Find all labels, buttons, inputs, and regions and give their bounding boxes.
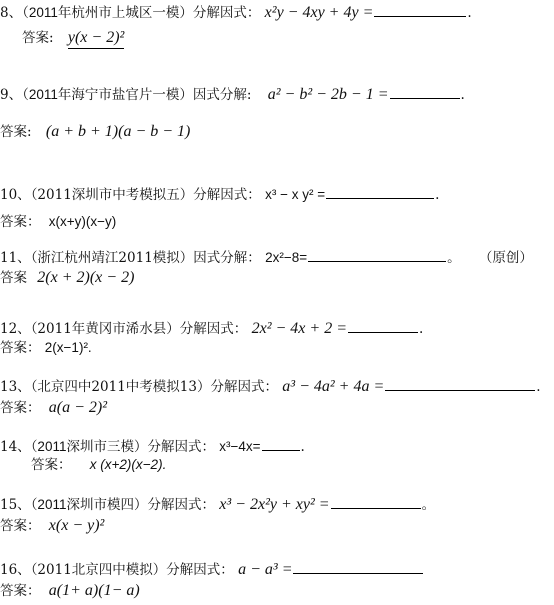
answer-label: 答案: — [0, 124, 32, 140]
answer-label: 答案： — [0, 583, 41, 599]
problem-expression: a³ − 4a² + 4a = — [282, 378, 385, 395]
answer-13 — [0, 398, 107, 418]
problem-source: （2011年黄冈市浠水县） — [30, 321, 180, 337]
answer-15 — [0, 516, 104, 536]
answer-11 — [0, 268, 134, 288]
problem-source: （2011深圳市三模） — [30, 439, 148, 454]
problem-number: 8、 — [0, 5, 23, 21]
problem-source: （2011深圳市中考模拟五） — [30, 187, 194, 203]
answer-label: 答案： — [0, 340, 41, 356]
problem-tail: . — [536, 379, 541, 395]
answer-label: 答案： — [0, 400, 41, 416]
problem-prompt: 分解因式： — [166, 562, 234, 578]
problem-prompt: 分解因式： — [147, 439, 215, 455]
problem-expression: 2x² − 4x + 2 = — [251, 320, 347, 337]
answer-label: 答案 — [0, 270, 27, 286]
answer-value: 2(x−1)². — [44, 340, 92, 355]
problem-number: 15、 — [0, 497, 31, 513]
problem-expression: 2x²−8= — [265, 250, 308, 265]
problem-14 — [0, 436, 305, 457]
answer-blank[interactable] — [293, 559, 423, 574]
problem-12 — [0, 318, 423, 339]
problem-expression: x³−4x= — [219, 439, 261, 454]
problem-number: 12、 — [0, 321, 31, 337]
answer-value: y(x − 2)² — [68, 29, 124, 49]
answer-label: 答案： — [0, 214, 41, 230]
answer-blank[interactable] — [348, 318, 418, 333]
answer-blank[interactable] — [374, 2, 466, 17]
answer-14 — [31, 455, 166, 475]
problem-expression: x³ − 2x²y + xy² = — [219, 496, 330, 513]
problem-expression: a² − b² − 2b − 1 = — [267, 86, 389, 103]
answer-value: (a + b + 1)(a − b − 1) — [45, 123, 191, 140]
answer-10 — [0, 212, 116, 232]
problem-number: 9、 — [0, 87, 23, 103]
problem-16 — [0, 559, 424, 580]
answer-blank[interactable] — [385, 376, 535, 391]
answer-label: 答案: — [22, 30, 54, 46]
problem-11 — [0, 247, 533, 268]
problem-tail: . — [418, 321, 424, 337]
answer-value: x(x+y)(x−y) — [48, 214, 117, 229]
answer-label: 答案： — [0, 518, 41, 534]
answer-12 — [0, 338, 92, 358]
problem-prompt: 分解因式： — [210, 379, 278, 395]
answer-9 — [0, 122, 190, 142]
original-tag: （原创） — [478, 250, 533, 266]
answer-value: a(1+ a)(1− a) — [48, 582, 140, 599]
problem-prompt: 分解因式： — [192, 5, 261, 21]
problem-prompt: 因式分解： — [193, 250, 261, 266]
answer-blank[interactable] — [308, 247, 446, 262]
problem-tail: . — [435, 187, 440, 203]
answer-blank[interactable] — [262, 436, 300, 451]
problem-15 — [0, 494, 435, 515]
problem-tail: . — [300, 439, 305, 455]
problem-number: 13、 — [0, 379, 31, 395]
problem-number: 10、 — [0, 187, 31, 203]
problem-expression: a − a³ = — [238, 561, 293, 578]
problem-expression: x²y − 4xy + 4y = — [264, 4, 374, 21]
problem-prompt: 分解因式： — [147, 497, 215, 513]
problem-source: （2011北京四中模拟） — [30, 562, 167, 578]
answer-blank[interactable] — [390, 84, 460, 99]
problem-10 — [0, 184, 439, 205]
answer-value: a(a − 2)² — [48, 399, 108, 416]
problem-number: 11、 — [0, 250, 31, 266]
problem-number: 14、 — [0, 439, 31, 455]
answer-label: 答案： — [31, 457, 72, 473]
problem-tail: 。 — [421, 497, 436, 513]
problem-number: 16、 — [0, 562, 31, 578]
answer-value: x(x − y)² — [48, 517, 105, 534]
problem-tail: . — [467, 5, 472, 21]
problem-source: （2011深圳市模四） — [30, 497, 148, 512]
answer-blank[interactable] — [331, 494, 421, 509]
problem-prompt: 因式分解: — [192, 87, 252, 103]
problem-source: （2011年海宁市盐官片一模） — [22, 87, 193, 102]
problem-source: （北京四中2011中考模拟13） — [30, 379, 211, 395]
answer-value: 2(x + 2)(x − 2) — [37, 269, 135, 286]
problem-tail: . — [460, 87, 465, 103]
problem-8 — [0, 2, 472, 23]
answer-16 — [0, 581, 140, 601]
problem-source: （浙江杭州靖江2011模拟） — [30, 250, 194, 266]
problem-13 — [0, 376, 541, 397]
answer-8 — [22, 28, 124, 48]
answer-blank[interactable] — [326, 184, 434, 199]
problem-prompt: 分解因式： — [193, 187, 261, 203]
answer-value: x (x+2)(x−2). — [89, 457, 167, 472]
problem-9 — [0, 84, 465, 105]
problem-source: （2011年杭州市上城区一模） — [22, 5, 193, 20]
problem-tail: 。 — [447, 250, 461, 266]
problem-prompt: 分解因式： — [179, 321, 248, 337]
problem-expression: x³ − x y² = — [265, 187, 326, 202]
